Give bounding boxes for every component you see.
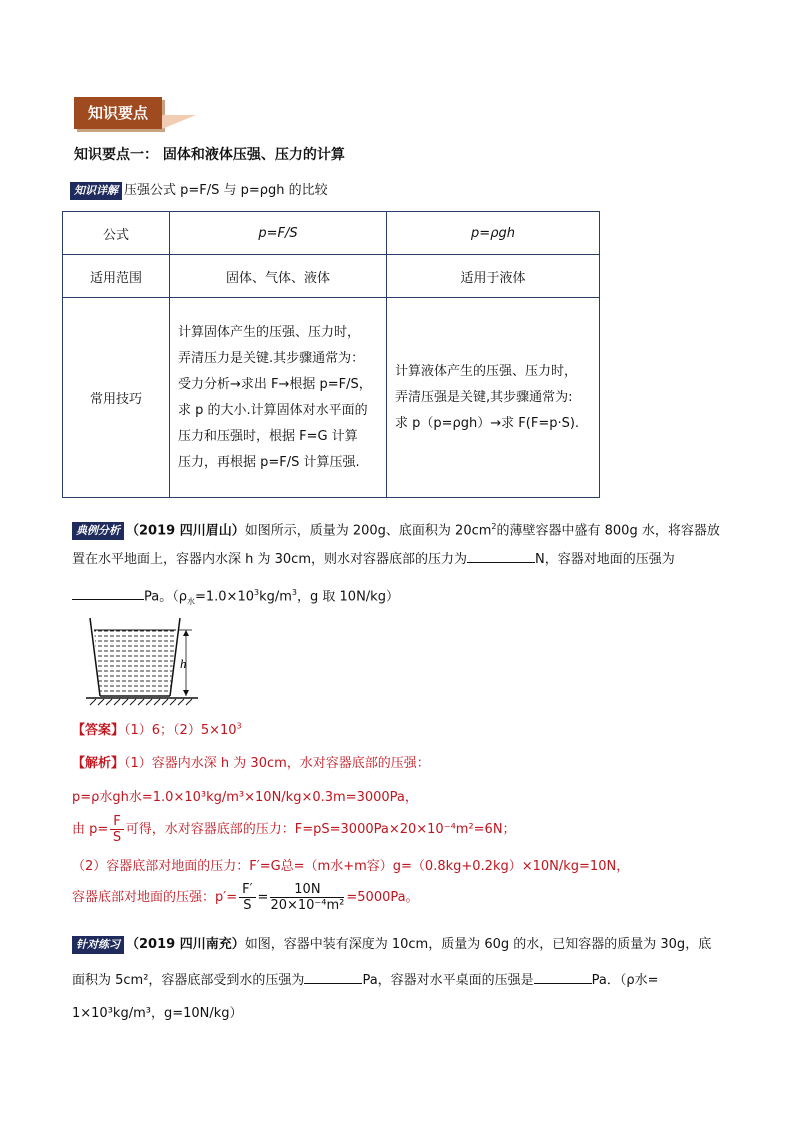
fraction-numerator: F [110,814,123,830]
example-text: N，容器对地面的压强为 [535,552,675,567]
analysis-line-5 [72,882,419,913]
example-text: 的薄壁容器中盛有 800g 水，将容器放 [496,523,720,539]
fraction-denominator: 20×10⁻⁴m² [270,898,345,913]
tip-line: 压力和压强时，根据 F=G 计算 [178,428,358,444]
table-cell: 适用于液体 [387,255,600,298]
example-text: 置在水平地面上，容器内水深 h 为 30cm，则水对容器底部的压力为 [72,552,467,567]
answer-line: 【答案】（1）6；$(2)5\times 10^3$ [72,721,242,738]
intro-badge: 知识详解 [70,182,122,200]
example-text: kg/m [259,589,292,605]
practice-text: 面积为 5cm²，容器底部受到水的压强为 [72,973,305,988]
example-source: （2019 四川眉山） [126,523,245,539]
example-text: =1.0×10 [194,589,254,605]
analysis-line-4: （2）容器底部对地面的压力：F′=G总=（m水+m容）g=（0.8kg+0.2kg）×10N/kg=10N， [72,859,630,874]
analysis-text: （1）容器内水深 h 为 30cm，水对容器底部的压强： [124,756,430,771]
practice-text: 如图，容器中装有深度为 10cm，质量为 60g 的水，已知容器的质量为 30g，底 [244,937,712,952]
fraction-numerator: 10N [270,882,344,898]
tip-line: 受力分析→求出 F→根据 p=F/S， [178,376,372,392]
practice-text: Pa，容器对水平桌面的压强是 [362,973,534,988]
table-cell: 适用范围 [63,255,170,298]
table-cell: 固体、气体、液体 [170,255,387,298]
table-cell-tips-solid [170,298,387,498]
analysis-tag: 【解析】 [72,756,125,771]
comparison-table [62,211,600,498]
tip-line: 弄清压强是关键,其步骤通常为: [395,389,573,405]
example-text: 水 [186,596,195,606]
analysis-line-2: p=ρ水gh水=1.0×10³kg/m³×10N/kg×0.3m=3000Pa， [72,790,418,805]
tip-line: 压力，再根据 p=F/S 计算压强. [178,454,360,470]
fraction-numerator: F′ [239,882,255,898]
heading: 知识要点一： 固体和液体压强、压力的计算 [74,147,345,163]
practice-badge: 针对练习 [72,936,124,954]
equals-sign: = [257,890,269,905]
analysis-line-1 [72,752,430,771]
figure-label-h: h [180,656,187,671]
intro-line [70,179,328,200]
table-cell-tips-liquid [387,298,600,498]
answer-blank[interactable] [534,969,592,984]
fraction-denominator: S [243,898,252,913]
practice-source: （2019 四川南充） [126,937,245,952]
example-line-1: 典例分析 （2019 四川眉山）如图所示，质量为 200g、底面积为 $20cm^2$的薄壁容器中盛有 800g 水，将容器放 [72,510,732,548]
table-cell: 公式 [63,212,170,255]
practice-text: Pa．（ρ水= [591,973,659,988]
example-text: 如图所示，质量为 200g、底面积为 20cm [244,523,492,539]
intro-text: 压强公式 p=F/S 与 p=ρgh 的比较 [124,183,328,198]
example-line-3: Pa。（$\rho_水=1.0\times 10^3kg/m^3$，g 取 10N/kg） [72,576,732,619]
analysis-text: 可得，水对容器底部的压力：F=pS=3000Pa×20×10⁻⁴m²=6N； [125,822,516,837]
answer-text: （1）6；（2）5×10 [124,723,237,738]
practice-line-3: 1×10³kg/m³，g=10N/kg） [72,1006,243,1021]
analysis-line-3 [72,814,516,845]
analysis-text: =5000Pa。 [346,890,419,905]
example-text: ，g 取 10N/kg） [297,589,399,605]
answer-blank[interactable] [304,969,362,984]
tip-line: 求 p 的大小.计算固体对水平面的 [178,402,368,418]
answer-tag: 【答案】 [72,723,125,738]
tip-line: 计算固体产生的压强、压力时， [178,324,361,340]
analysis-text: 容器底部对地面的压强：p′= [72,890,238,905]
section-tag-decoration [162,115,196,129]
example-line-2 [72,543,732,577]
tip-line: 计算液体产生的压强、压力时， [395,363,578,379]
practice-line-2 [72,964,732,998]
section-tag: 知识要点 [74,97,162,129]
practice-line-1 [72,928,732,962]
tip-line: 求 p（p=ρgh）→求 F(F=p·S). [395,415,580,431]
table-cell: 常用技巧 [63,298,170,498]
example-badge: 典例分析 [72,522,124,540]
example-text: Pa。（ρ [144,589,187,605]
container-figure [86,614,204,706]
analysis-text: 由 p= [72,822,109,837]
fraction-denominator: S [112,830,122,845]
answer-blank[interactable] [467,548,535,563]
tip-line: 弄清压力是关键.其步骤通常为： [178,350,365,366]
table-cell: p=F/S [170,212,387,255]
table-cell: p=ρgh [387,212,600,255]
answer-blank[interactable] [72,585,144,600]
